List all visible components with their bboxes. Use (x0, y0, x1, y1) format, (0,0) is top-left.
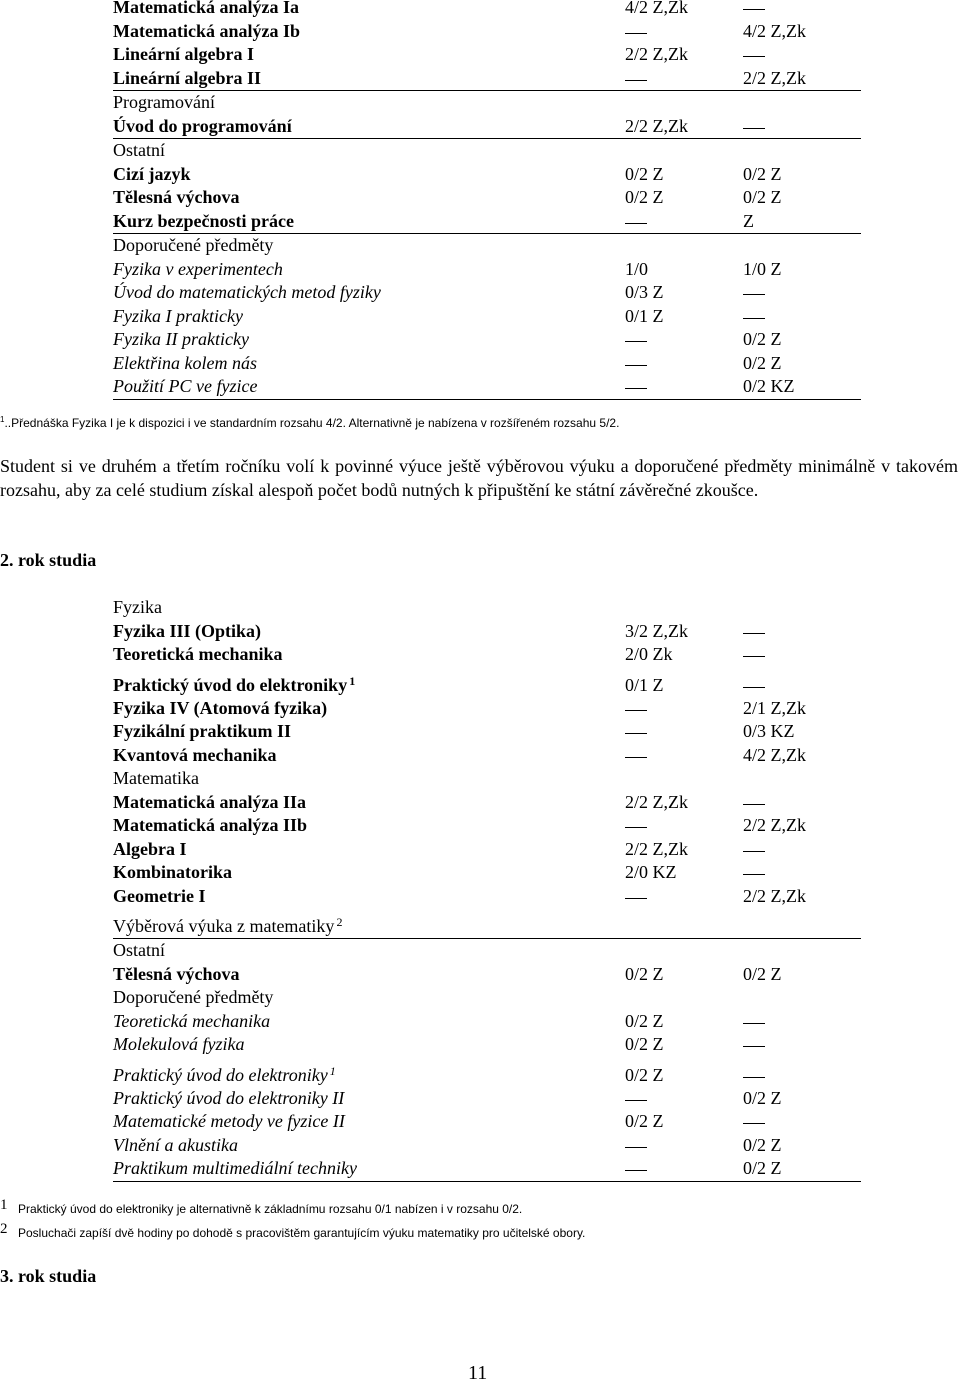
course-name-text: Fyzika (113, 597, 162, 617)
course-name (113, 115, 292, 139)
table-row (113, 210, 861, 235)
dash-line (743, 56, 765, 57)
course-name-text: Lineární algebra II (113, 67, 262, 88)
course-name (113, 697, 327, 721)
semester-2-value-dash (743, 305, 765, 329)
course-name (113, 1157, 357, 1181)
semester-1-value: 2/2 Z,Zk (625, 838, 688, 859)
semester-2-value: 2/1 Z,Zk (743, 697, 806, 718)
semester-2-value: 0/3 KZ (743, 721, 795, 741)
course-name-text: Cizí jazyk (113, 163, 191, 184)
course-name-text: Fyzika v experimentech (113, 258, 283, 279)
course-name-text: Výběrová výuka z matematiky (113, 916, 335, 936)
semester-1-value: 0/2 Z (625, 1010, 664, 1031)
dash-line (743, 804, 765, 805)
semester-2-value-dash (743, 43, 765, 67)
semester-1-value-dash (625, 885, 647, 909)
semester-2-value-dash (743, 861, 765, 885)
course-name (113, 620, 261, 644)
section-row-doporucene-predmety (113, 234, 861, 258)
semester-1-value: 0/2 Z (625, 1034, 664, 1054)
dash-line (743, 1077, 765, 1078)
semester-2-value: 4/2 Z,Zk (743, 744, 806, 765)
semester-2-value: Z (743, 210, 754, 231)
dash-line (743, 1123, 765, 1124)
table-row (113, 963, 861, 987)
dash-line (743, 874, 765, 875)
dash-line (743, 851, 765, 852)
dash-line (625, 827, 647, 828)
table-row (113, 720, 861, 744)
course-name-text: Doporučené předměty (113, 987, 274, 1007)
semester-1-value-dash (625, 20, 647, 44)
semester-2-value-dash (743, 1110, 765, 1134)
semester-1-value-dash (625, 697, 647, 721)
table-row (113, 1134, 861, 1158)
semester-1-value: 0/2 Z (625, 1064, 664, 1085)
dash-line (625, 341, 647, 342)
course-name-text: Fyzika I prakticky (113, 305, 243, 326)
course-name (113, 861, 232, 885)
semester-1-value-dash (625, 744, 647, 768)
section-row-programovani (113, 91, 861, 115)
semester-1-value: 2/2 Z,Zk (625, 44, 688, 64)
section-row-ostatni (113, 939, 861, 963)
course-name-text: Ostatní (113, 140, 165, 160)
course-name (113, 914, 342, 940)
semester-2-value: 0/2 Z (743, 352, 782, 373)
dash-line (743, 633, 765, 634)
footnote-1-text: Praktický úvod do elektroniky je alternativně k základnímu rozsahu 0/1 nabízen i v rozsahu 0/2. (18, 1202, 523, 1216)
semester-1-value: 0/1 Z (625, 674, 664, 695)
dash-line (625, 80, 647, 81)
semester-1-value: 1/0 (625, 258, 649, 279)
course-name-text: Praktikum multimediální techniky (113, 1158, 357, 1178)
section-title (113, 986, 273, 1010)
table-row (113, 814, 861, 838)
course-table-year1 (113, 0, 861, 400)
course-name-text: Geometrie I (113, 885, 206, 906)
footnote-1-mark: 1 (0, 1197, 8, 1213)
section-row-doporucene-predmety (113, 986, 861, 1010)
course-name (113, 328, 249, 352)
course-name (113, 1087, 344, 1111)
semester-1-value: 0/2 Z (625, 1111, 664, 1131)
semester-2-value-dash (743, 1010, 765, 1034)
course-name (113, 744, 277, 768)
semester-2-value: 2/2 Z,Zk (743, 67, 806, 88)
table-row (113, 1087, 861, 1111)
dash-line (625, 710, 647, 711)
table-row (113, 620, 861, 644)
semester-1-value: 0/1 Z (625, 305, 664, 326)
table-row (113, 885, 861, 909)
course-name (113, 643, 283, 667)
semester-2-value: 0/2 Z (743, 963, 782, 984)
course-name (113, 1110, 345, 1134)
semester-2-value-dash (743, 0, 765, 20)
semester-1-value-dash (625, 1087, 647, 1111)
semester-2-value: 4/2 Z,Zk (743, 20, 806, 41)
course-name-text: Kvantová mechanika (113, 744, 277, 765)
semester-1-value: 2/2 Z,Zk (625, 791, 688, 812)
semester-1-value: 3/2 Z,Zk (625, 620, 688, 641)
course-name (113, 1033, 244, 1057)
table-row (113, 1057, 861, 1087)
dash-line (743, 1023, 765, 1024)
semester-1-value-dash (625, 328, 647, 352)
course-name (113, 1010, 270, 1034)
table-row (113, 744, 861, 768)
footnote-text: ..Přednáška Fyzika I je k dispozici i ve standardním rozsahu 4/2. Alternativně je nabízena v rozšířeném rozsahu 5/2. (4, 416, 620, 430)
footnote-2 (0, 1221, 586, 1242)
table-row (113, 163, 861, 187)
course-name-text: Fyzika II prakticky (113, 329, 249, 349)
course-name-text: Fyzikální praktikum II (113, 721, 292, 741)
course-name (113, 838, 187, 862)
course-name-text: Úvod do programování (113, 115, 292, 136)
course-name (113, 258, 283, 282)
table-row (113, 667, 861, 697)
course-name (113, 885, 205, 909)
course-name-text: Molekulová fyzika (113, 1034, 245, 1054)
course-name (113, 963, 240, 987)
semester-2-value-dash (743, 1063, 765, 1087)
footnote-ref: 1 (329, 1063, 336, 1078)
table-row (113, 43, 861, 67)
dash-line (625, 388, 647, 389)
section-title (113, 939, 165, 963)
course-table-year2 (113, 596, 861, 1182)
course-name-text: Fyzika IV (Atomová fyzika) (113, 697, 328, 718)
semester-2-value: 2/2 Z,Zk (743, 815, 806, 835)
course-name-text: Matematická analýza Ib (113, 20, 300, 41)
semester-1-value: 0/2 Z (625, 187, 664, 207)
table-row (113, 1157, 861, 1182)
course-name (113, 791, 306, 815)
dash-line (743, 318, 765, 319)
semester-1-value-dash (625, 67, 647, 91)
dash-line (743, 9, 765, 10)
course-name-text: Tělesná výchova (113, 187, 240, 207)
semester-2-value: 2/2 Z,Zk (743, 885, 806, 906)
table-row (113, 908, 861, 939)
course-name (113, 673, 355, 699)
footnote-mark: 1 (0, 415, 5, 424)
semester-1-value: 0/2 Z (625, 163, 664, 184)
section-title (113, 139, 165, 163)
course-name (113, 43, 254, 67)
section-title (113, 596, 162, 620)
course-name (113, 305, 243, 329)
table-row (113, 643, 861, 667)
table-row (113, 20, 861, 44)
course-name (113, 720, 291, 744)
course-name-text: Elektřina kolem nás (113, 352, 257, 373)
semester-1-value-dash (625, 210, 647, 234)
course-name-text: Praktický úvod do elektroniky (113, 1064, 328, 1085)
course-name-text: Ostatní (113, 940, 165, 960)
section-row-fyzika (113, 596, 861, 620)
dash-line (625, 1170, 647, 1171)
footnote-2-text: Posluchači zapíší dvě hodiny po dohodě s pracovištěm garantujícím výuku matematiky pro učitelské obory. (18, 1226, 586, 1240)
semester-2-value: 1/0 Z (743, 258, 782, 279)
course-name (113, 186, 240, 210)
dash-line (743, 687, 765, 688)
footnote-ref: 1 (349, 673, 356, 688)
course-name-text: Použití PC ve fyzice (113, 376, 258, 396)
footnote-ref: 2 (336, 915, 343, 929)
semester-1-value: 2/2 Z,Zk (625, 115, 688, 136)
heading-year-2: 2. rok studia (0, 550, 97, 570)
course-name (113, 1063, 336, 1089)
semester-1-value-dash (625, 1134, 647, 1158)
table-row (113, 1010, 861, 1034)
course-name-text: Matematická analýza Ia (113, 0, 299, 17)
course-name-text: Algebra I (113, 838, 187, 859)
course-name-text: Tělesná výchova (113, 963, 240, 984)
course-name-text: Matematická analýza IIb (113, 815, 307, 835)
dash-line (625, 365, 647, 366)
semester-2-value-dash (743, 643, 765, 667)
footnote-presentation (0, 415, 619, 430)
semester-2-value: 0/2 Z (743, 187, 782, 207)
dash-line (625, 1100, 647, 1101)
semester-1-value: 2/0 KZ (625, 862, 677, 882)
section-row-ostatni (113, 139, 861, 163)
course-name-text: Fyzika III (Optika) (113, 620, 262, 641)
semester-2-value: 0/2 Z (743, 329, 782, 349)
course-name-text: Doporučené předměty (113, 235, 274, 255)
table-row (113, 352, 861, 376)
course-name-text: Matematika (113, 768, 199, 788)
table-row (113, 0, 861, 20)
semester-2-value-dash (743, 791, 765, 815)
course-name-text: Vlnění a akustika (113, 1134, 238, 1155)
section-title (113, 234, 273, 258)
course-name-text: Kurz bezpečnosti práce (113, 210, 294, 231)
course-name (113, 20, 300, 44)
semester-2-value-dash (743, 1033, 765, 1057)
section-title (113, 91, 215, 115)
dash-line (625, 733, 647, 734)
course-name-text: Praktický úvod do elektroniky (113, 674, 348, 695)
course-name (113, 375, 257, 399)
semester-2-value-dash (743, 673, 765, 697)
course-name (113, 352, 257, 376)
course-name (113, 163, 190, 187)
table-row (113, 305, 861, 329)
footnote-2-mark: 2 (0, 1221, 8, 1237)
course-name-text: Praktický úvod do elektroniky II (113, 1087, 345, 1108)
semester-2-value: 0/2 Z (743, 1087, 782, 1108)
footnote-1 (0, 1197, 523, 1218)
semester-1-value: 0/2 Z (625, 963, 664, 984)
table-row (113, 861, 861, 885)
course-name (113, 281, 381, 305)
course-name-text: Teoretická mechanika (113, 1010, 271, 1031)
dash-line (743, 128, 765, 129)
course-name-text: Matematické metody ve fyzice II (113, 1111, 345, 1131)
semester-1-value: 2/0 Zk (625, 644, 673, 664)
table-row (113, 791, 861, 815)
semester-2-value-dash (743, 281, 765, 305)
course-name-text: Programování (113, 92, 215, 112)
dash-line (743, 1046, 765, 1047)
table-row (113, 838, 861, 862)
table-row (113, 281, 861, 305)
dash-line (625, 898, 647, 899)
semester-2-value: 0/2 Z (743, 1134, 782, 1155)
semester-2-value: 0/2 Z (743, 1158, 782, 1178)
semester-1-value-dash (625, 814, 647, 838)
table-row (113, 697, 861, 721)
semester-2-value: 0/2 KZ (743, 376, 795, 396)
table-row (113, 328, 861, 352)
dash-line (743, 294, 765, 295)
table-row (113, 67, 861, 92)
semester-2-value-dash (743, 620, 765, 644)
semester-1-value-dash (625, 375, 647, 399)
semester-1-value-dash (625, 352, 647, 376)
semester-2-value: 0/2 Z (743, 163, 782, 184)
course-name (113, 67, 261, 91)
course-name-text: Lineární algebra I (113, 44, 255, 64)
dash-line (625, 757, 647, 758)
course-name (113, 0, 299, 20)
dash-line (743, 656, 765, 657)
course-name-text: Matematická analýza IIa (113, 791, 306, 812)
course-name (113, 814, 307, 838)
dash-line (625, 1147, 647, 1148)
dash-line (625, 33, 647, 34)
semester-1-value: 0/3 Z (625, 282, 664, 302)
table-row (113, 115, 861, 140)
course-name (113, 1134, 238, 1158)
course-name-text: Kombinatorika (113, 862, 233, 882)
page-number: 11 (468, 1362, 488, 1384)
semester-1-value-dash (625, 720, 647, 744)
semester-2-value-dash (743, 115, 765, 139)
table-row (113, 1033, 861, 1057)
heading-year-3: 3. rok studia (0, 1266, 97, 1286)
table-row (113, 258, 861, 282)
semester-1-value-dash (625, 1157, 647, 1181)
body-paragraph: Student si ve druhém a třetím ročníku volí k povinné výuce ještě výběrovou výuku a doporučené předměty minimálně v takovém rozsahu, aby za celé studium získal alespoň počet bodů nutných k připuštění ke státní závěrečné zkoušce. (0, 456, 958, 500)
dash-line (625, 223, 647, 224)
course-name-text: Úvod do matematických metod fyziky (113, 282, 381, 302)
course-name (113, 210, 294, 234)
semester-2-value-dash (743, 838, 765, 862)
table-row (113, 375, 861, 400)
table-row (113, 186, 861, 210)
semester-1-value: 4/2 Z,Zk (625, 0, 688, 17)
section-row-matematika (113, 767, 861, 791)
course-name-text: Teoretická mechanika (113, 644, 283, 664)
table-row (113, 1110, 861, 1134)
section-title (113, 767, 199, 791)
